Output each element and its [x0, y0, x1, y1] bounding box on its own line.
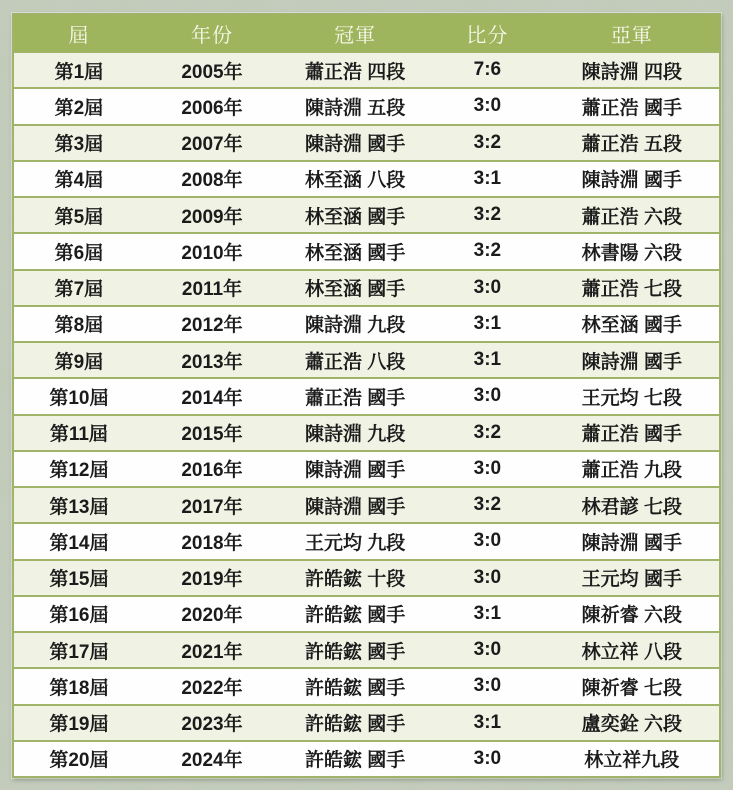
cell-champion: 王元均 九段 — [280, 523, 430, 559]
cell-runner-up: 陳祈睿 六段 — [545, 596, 720, 632]
cell-runner-up: 陳祈睿 七段 — [545, 668, 720, 704]
cell-edition: 第16屆 — [13, 596, 144, 632]
cell-runner-up: 林立祥 八段 — [545, 632, 720, 668]
cell-year: 2014年 — [144, 378, 280, 414]
cell-score: 3:0 — [430, 668, 545, 704]
cell-champion: 許皓鋐 國手 — [280, 596, 430, 632]
cell-year: 2011年 — [144, 270, 280, 306]
cell-champion: 許皓鋐 國手 — [280, 741, 430, 777]
cell-runner-up: 盧奕銓 六段 — [545, 705, 720, 741]
table-row — [13, 378, 720, 414]
cell-year: 2018年 — [144, 523, 280, 559]
cell-edition: 第10屆 — [13, 378, 144, 414]
cell-champion: 林至涵 國手 — [280, 233, 430, 269]
cell-champion: 陳詩淵 九段 — [280, 415, 430, 451]
cell-champion: 蕭正浩 八段 — [280, 342, 430, 378]
cell-runner-up: 陳詩淵 國手 — [545, 523, 720, 559]
table-row — [13, 560, 720, 596]
header-edition: 屆 — [13, 14, 144, 52]
cell-year: 2007年 — [144, 125, 280, 161]
cell-runner-up: 林至涵 國手 — [545, 306, 720, 342]
cell-year: 2015年 — [144, 415, 280, 451]
cell-champion: 蕭正浩 國手 — [280, 378, 430, 414]
cell-score: 7:6 — [430, 52, 545, 88]
table-row — [13, 52, 720, 88]
cell-champion: 陳詩淵 五段 — [280, 88, 430, 124]
cell-year: 2013年 — [144, 342, 280, 378]
cell-edition: 第1屆 — [13, 52, 144, 88]
cell-runner-up: 蕭正浩 七段 — [545, 270, 720, 306]
cell-champion: 陳詩淵 九段 — [280, 306, 430, 342]
table-row — [13, 197, 720, 233]
cell-runner-up: 蕭正浩 五段 — [545, 125, 720, 161]
cell-score: 3:0 — [430, 741, 545, 777]
table-row — [13, 161, 720, 197]
cell-year: 2024年 — [144, 741, 280, 777]
cell-edition: 第19屆 — [13, 705, 144, 741]
cell-score: 3:0 — [430, 632, 545, 668]
cell-runner-up: 蕭正浩 六段 — [545, 197, 720, 233]
table-row — [13, 306, 720, 342]
cell-runner-up: 林君諺 七段 — [545, 487, 720, 523]
cell-champion: 許皓鋐 國手 — [280, 705, 430, 741]
header-year: 年份 — [144, 14, 280, 52]
table-row — [13, 632, 720, 668]
cell-edition: 第20屆 — [13, 741, 144, 777]
cell-year: 2006年 — [144, 88, 280, 124]
cell-edition: 第18屆 — [13, 668, 144, 704]
cell-champion: 林至涵 八段 — [280, 161, 430, 197]
cell-score: 3:1 — [430, 596, 545, 632]
cell-edition: 第6屆 — [13, 233, 144, 269]
cell-edition: 第12屆 — [13, 451, 144, 487]
cell-score: 3:2 — [430, 415, 545, 451]
results-table — [12, 13, 721, 778]
header-row — [13, 14, 720, 52]
table-row — [13, 233, 720, 269]
table-row — [13, 741, 720, 777]
cell-runner-up: 陳詩淵 國手 — [545, 161, 720, 197]
cell-runner-up: 陳詩淵 國手 — [545, 342, 720, 378]
table-row — [13, 487, 720, 523]
cell-edition: 第14屆 — [13, 523, 144, 559]
cell-year: 2016年 — [144, 451, 280, 487]
cell-champion: 許皓鋐 國手 — [280, 632, 430, 668]
cell-year: 2023年 — [144, 705, 280, 741]
cell-champion: 許皓鋐 國手 — [280, 668, 430, 704]
cell-edition: 第13屆 — [13, 487, 144, 523]
cell-runner-up: 林立祥九段 — [545, 741, 720, 777]
cell-year: 2012年 — [144, 306, 280, 342]
cell-year: 2010年 — [144, 233, 280, 269]
cell-edition: 第17屆 — [13, 632, 144, 668]
cell-year: 2005年 — [144, 52, 280, 88]
cell-edition: 第3屆 — [13, 125, 144, 161]
cell-runner-up: 林書陽 六段 — [545, 233, 720, 269]
cell-score: 3:1 — [430, 705, 545, 741]
table-row — [13, 342, 720, 378]
cell-champion: 林至涵 國手 — [280, 270, 430, 306]
cell-year: 2017年 — [144, 487, 280, 523]
table-row — [13, 668, 720, 704]
cell-score: 3:0 — [430, 88, 545, 124]
cell-score: 3:0 — [430, 523, 545, 559]
cell-score: 3:1 — [430, 306, 545, 342]
table-row — [13, 88, 720, 124]
cell-champion: 陳詩淵 國手 — [280, 487, 430, 523]
cell-score: 3:0 — [430, 378, 545, 414]
cell-score: 3:0 — [430, 451, 545, 487]
cell-edition: 第11屆 — [13, 415, 144, 451]
cell-runner-up: 蕭正浩 九段 — [545, 451, 720, 487]
cell-year: 2009年 — [144, 197, 280, 233]
table-row — [13, 415, 720, 451]
cell-score: 3:0 — [430, 270, 545, 306]
cell-runner-up: 蕭正浩 國手 — [545, 88, 720, 124]
cell-edition: 第4屆 — [13, 161, 144, 197]
header-runner-up: 亞軍 — [545, 14, 720, 52]
cell-score: 3:2 — [430, 125, 545, 161]
cell-champion: 陳詩淵 國手 — [280, 125, 430, 161]
header-champion: 冠軍 — [280, 14, 430, 52]
cell-edition: 第8屆 — [13, 306, 144, 342]
cell-score: 3:2 — [430, 197, 545, 233]
cell-year: 2021年 — [144, 632, 280, 668]
cell-runner-up: 王元均 七段 — [545, 378, 720, 414]
cell-year: 2022年 — [144, 668, 280, 704]
cell-champion: 陳詩淵 國手 — [280, 451, 430, 487]
cell-edition: 第9屆 — [13, 342, 144, 378]
cell-score: 3:0 — [430, 560, 545, 596]
table-row — [13, 596, 720, 632]
cell-year: 2008年 — [144, 161, 280, 197]
cell-score: 3:1 — [430, 342, 545, 378]
cell-champion: 林至涵 國手 — [280, 197, 430, 233]
cell-score: 3:2 — [430, 233, 545, 269]
table-row — [13, 125, 720, 161]
cell-score: 3:2 — [430, 487, 545, 523]
cell-year: 2019年 — [144, 560, 280, 596]
cell-champion: 許皓鋐 十段 — [280, 560, 430, 596]
table-body — [13, 52, 720, 777]
table-row — [13, 451, 720, 487]
cell-champion: 蕭正浩 四段 — [280, 52, 430, 88]
table-header — [13, 14, 720, 52]
cell-runner-up: 蕭正浩 國手 — [545, 415, 720, 451]
cell-edition: 第15屆 — [13, 560, 144, 596]
cell-runner-up: 陳詩淵 四段 — [545, 52, 720, 88]
cell-edition: 第5屆 — [13, 197, 144, 233]
cell-score: 3:1 — [430, 161, 545, 197]
cell-runner-up: 王元均 國手 — [545, 560, 720, 596]
header-score: 比分 — [430, 14, 545, 52]
cell-year: 2020年 — [144, 596, 280, 632]
cell-edition: 第7屆 — [13, 270, 144, 306]
table-row — [13, 270, 720, 306]
table-row — [13, 523, 720, 559]
table-row — [13, 705, 720, 741]
cell-edition: 第2屆 — [13, 88, 144, 124]
